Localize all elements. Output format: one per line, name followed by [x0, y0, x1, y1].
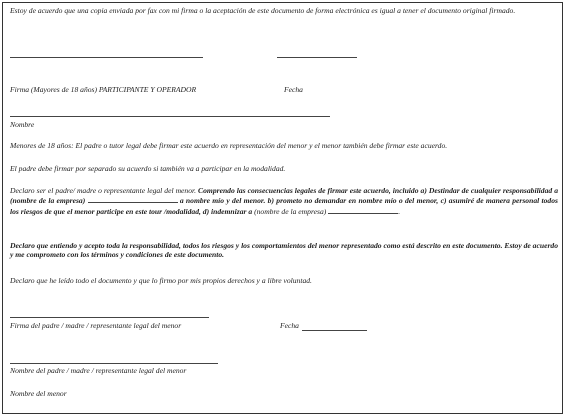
minor-name-label: Nombre del menor: [10, 389, 67, 398]
read-statement: Declaro que he leído todo el documento y que lo firmo por mis propios derechos y a libre voluntad.: [10, 276, 312, 285]
responsibility-statement: Declaro que entiendo y acepto toda la responsabilidad, todos los riesgos y los comportamientos del menor representado como está descrito en este documento. Estoy de acuerdo y me comprometo con los términos y condiciones de este documento.: [10, 241, 558, 260]
participant-name-label: Nombre: [10, 120, 35, 129]
participant-signature-line[interactable]: [10, 57, 203, 58]
declaration-part5: .: [398, 206, 401, 216]
parent-declaration: [10, 186, 558, 216]
declaration-part2: Comprendo las consecuencias legales de firmar este acuerdo, incluido a) Destindar de cualquier responsabilidad a (nombre de la empresa): [10, 186, 558, 206]
company-name-blank-2[interactable]: [328, 206, 401, 216]
parent-separate-note: El padre debe firmar por separado su acuerdo si también va a participar en la modalidad.: [10, 164, 286, 173]
company-name-blank-1[interactable]: [88, 195, 178, 203]
parent-signature-line[interactable]: [10, 317, 209, 318]
participant-name-line[interactable]: [10, 116, 330, 117]
parent-signature-label: Firma del padre / madre / representante legal del menor: [10, 321, 182, 330]
participant-date-label: Fecha: [284, 85, 303, 94]
declaration-part3: a nombre mío y del menor. b) prometo no demandar en nombre mío o del menor, c) asumiré de manera personal todos los riesgos de que el menor participe en este tour /modalidad, d) indemnizar a: [10, 196, 558, 216]
parent-name-line[interactable]: [10, 363, 218, 364]
declaration-part1: Declaro ser el padre/ madre o representante legal del menor.: [10, 186, 197, 195]
parent-date-line[interactable]: [302, 330, 367, 331]
declaration-part4: (nombre de la empresa): [254, 206, 327, 216]
fax-statement: Estoy de acuerdo que una copia enviada por fax con mi firma o la aceptación de este documento de forma electrónica es igual a tener el documento original firmado.: [10, 6, 516, 15]
minors-note: Menores de 18 años: El padre o tutor legal debe firmar este acuerdo en representación del menor y el menor también debe firmar este acuerdo.: [10, 141, 448, 150]
parent-date-label: Fecha: [280, 321, 299, 330]
participant-date-line[interactable]: [277, 57, 357, 58]
participant-signature-label: Firma (Mayores de 18 años) PARTICIPANTE Y OPERADOR: [10, 85, 197, 94]
parent-name-label: Nombre del padre / madre / representante legal del menor: [10, 366, 187, 375]
